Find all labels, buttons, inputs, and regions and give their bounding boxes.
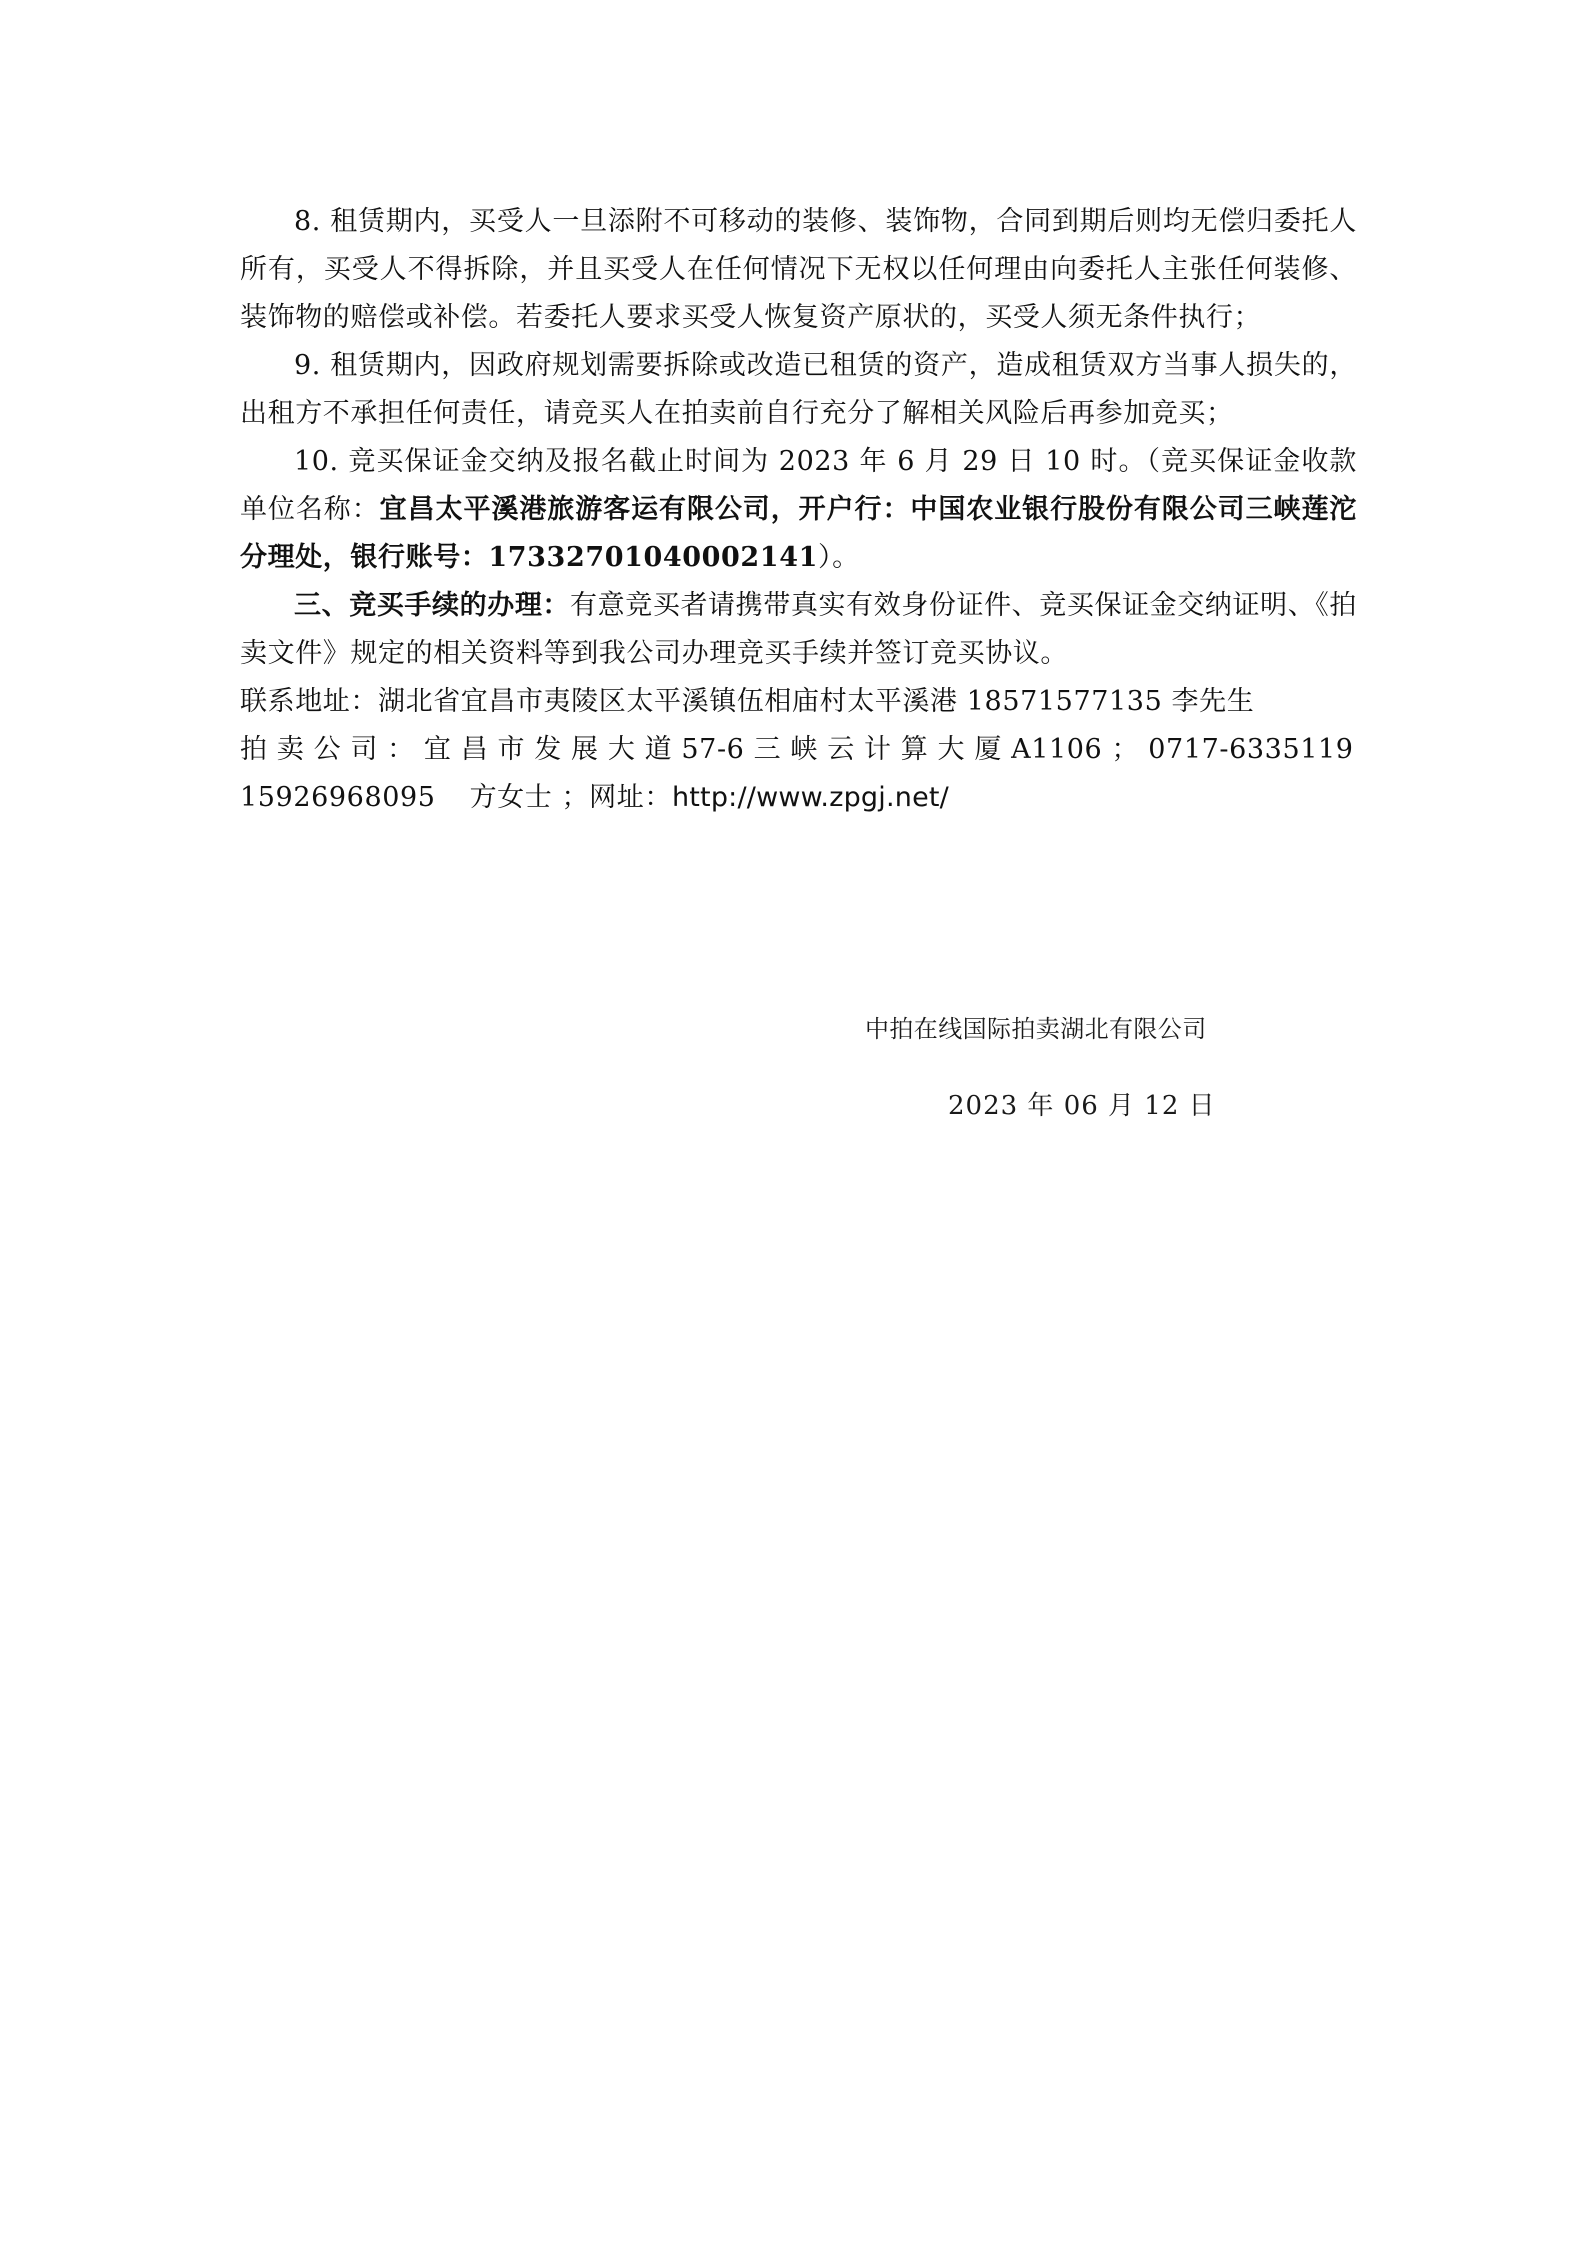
section-3-heading: 三、竞买手续的办理： (294, 590, 571, 621)
item-9-paragraph: 9. 租赁期内，因政府规划需要拆除或改造已租赁的资产，造成租赁双方当事人损失的，出租方不承担任何责任，请竞买人在拍卖前自行充分了解相关风险后再参加竞买； (240, 350, 1357, 429)
item-10-prefix: 10. 竞买保证金交纳及报名截止时间为 2023 年 6 月 29 日 10 时。（竞买保证金收款单位名称： (240, 446, 1357, 525)
item-10-paragraph (240, 438, 1357, 582)
auction-company-line: 拍 卖 公 司 ： 宜 昌 市 发 展 大 道 57-6 三 峡 云 计 算 大 厦 A1106 ； 0717-6335119 (240, 734, 1354, 765)
contact-address: 联系地址：湖北省宜昌市夷陵区太平溪镇伍相庙村太平溪港 18571577135 李先生 (240, 686, 1255, 717)
website-link[interactable]: http://www.zpgj.net/ (671, 782, 949, 813)
contact-line (240, 774, 1357, 822)
item-10-suffix: ）。 (817, 542, 860, 573)
item-8-paragraph: 8. 租赁期内，买受人一旦添附不可移动的装修、装饰物，合同到期后则均无偿归委托人所有，买受人不得拆除，并且买受人在任何情况下无权以任何理由向委托人主张任何装修、装饰物的赔偿或补偿。若委托人要求买受人恢复资产原状的，买受人须无条件执行； (240, 206, 1357, 333)
signature-company: 中拍在线国际拍卖湖北有限公司 (865, 1015, 1207, 1043)
contact-phone: 15926968095 (240, 782, 436, 813)
section-3-paragraph (240, 582, 1357, 678)
document-body (240, 198, 1357, 822)
signature-date: 2023 年 06 月 12 日 (948, 1091, 1216, 1121)
bank-account-details: 宜昌太平溪港旅游客运有限公司，开户行：中国农业银行股份有限公司三峡莲沱分理处，银行账号：17332701040002141 (240, 494, 1358, 573)
contact-person: 方女士 ；网址： (469, 782, 672, 813)
section-3-body: 有意竞买者请携带真实有效身份证件、竞买保证金交纳证明、《拍卖文件》规定的相关资料等到我公司办理竞买手续并签订竞买协议。 (240, 590, 1357, 669)
